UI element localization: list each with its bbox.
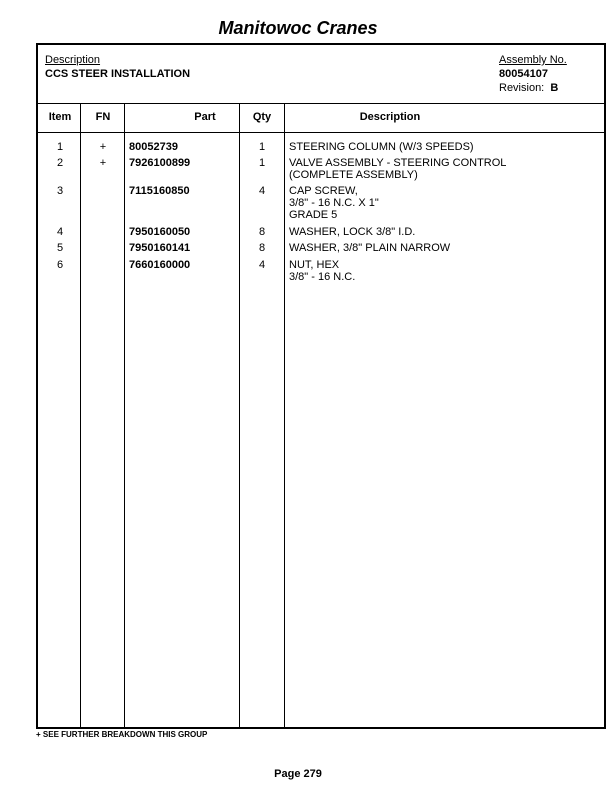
col-item-header: Item — [48, 111, 72, 123]
part-description — [289, 185, 599, 221]
quantity: 1 — [258, 141, 266, 153]
description-value: CCS STEER INSTALLATION — [45, 68, 191, 80]
description-line: CAP SCREW, — [289, 185, 358, 197]
quantity: 4 — [258, 259, 266, 271]
col-qty-header: Qty — [252, 111, 272, 123]
assembly-number: 80054107 — [499, 68, 548, 80]
description-line: (COMPLETE ASSEMBLY) — [289, 169, 418, 181]
col-fn-header: FN — [95, 111, 111, 123]
part-number: 80052739 — [129, 141, 178, 153]
description-line: WASHER, 3/8" PLAIN NARROW — [289, 242, 451, 254]
assembly-label: Assembly No. — [499, 54, 567, 66]
part-number: 7115160850 — [129, 185, 190, 197]
col-part-header: Part — [194, 111, 216, 123]
description-line: 3/8" - 16 N.C. X 1" — [289, 197, 379, 209]
description-line: VALVE ASSEMBLY - STEERING CONTROL — [289, 157, 507, 169]
part-number: 7950160050 — [129, 226, 191, 238]
col-description-header: Description — [359, 111, 421, 123]
item-number: 1 — [56, 141, 64, 153]
fn-marker: + — [99, 141, 107, 153]
part-description — [289, 259, 599, 283]
description-label: Description — [45, 54, 101, 66]
item-number: 5 — [56, 242, 64, 254]
revision-value: B — [550, 82, 559, 94]
description-block — [45, 53, 190, 81]
fn-marker: + — [99, 157, 107, 169]
part-number: 7950160141 — [129, 242, 191, 254]
column-header-row — [38, 104, 604, 133]
part-description — [289, 141, 599, 153]
part-description — [289, 242, 599, 254]
description-line: 3/8" - 16 N.C. — [289, 271, 356, 283]
column-divider — [124, 104, 125, 727]
parts-table-frame — [36, 43, 606, 729]
description-line: GRADE 5 — [289, 209, 338, 221]
part-description — [289, 157, 599, 181]
description-line: WASHER, LOCK 3/8" I.D. — [289, 226, 416, 238]
quantity: 1 — [258, 157, 266, 169]
description-line: STEERING COLUMN (W/3 SPEEDS) — [289, 141, 474, 153]
page-title: Manitowoc Cranes — [218, 18, 378, 38]
quantity: 4 — [258, 185, 266, 197]
column-divider — [80, 104, 81, 727]
item-number: 4 — [56, 226, 64, 238]
column-divider — [239, 104, 240, 727]
part-description — [289, 226, 599, 238]
column-divider — [284, 104, 285, 727]
quantity: 8 — [258, 242, 266, 254]
item-number: 3 — [56, 185, 64, 197]
page-number: Page 279 — [274, 768, 322, 780]
revision-label: Revision: — [499, 82, 545, 94]
part-number: 7660160000 — [129, 259, 191, 271]
description-line: NUT, HEX — [289, 259, 340, 271]
assembly-block — [499, 53, 567, 95]
revision-line — [499, 81, 567, 95]
item-number: 6 — [56, 259, 64, 271]
quantity: 8 — [258, 226, 266, 238]
part-number: 7926100899 — [129, 157, 191, 169]
assembly-header — [38, 45, 604, 104]
item-number: 2 — [56, 157, 64, 169]
breakdown-footnote: + SEE FURTHER BREAKDOWN THIS GROUP — [36, 730, 208, 739]
